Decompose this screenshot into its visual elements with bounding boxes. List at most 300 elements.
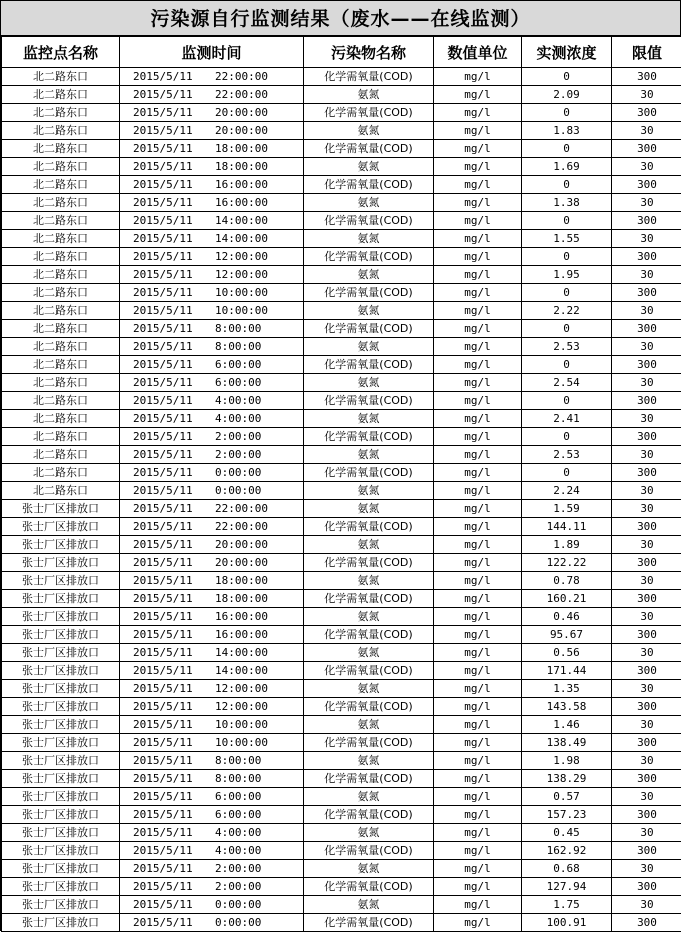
clock-value: 14:00:00 bbox=[215, 646, 268, 659]
clock-value: 20:00:00 bbox=[215, 538, 268, 551]
station-cell: 北二路东口 bbox=[2, 338, 120, 356]
time-cell bbox=[120, 860, 304, 878]
measured-cell: 100.91 bbox=[522, 914, 612, 932]
time-cell bbox=[120, 284, 304, 302]
clock-value: 14:00:00 bbox=[215, 232, 268, 245]
time-cell bbox=[120, 266, 304, 284]
pollutant-cell: 氨氮 bbox=[304, 680, 434, 698]
clock-value: 12:00:00 bbox=[215, 700, 268, 713]
unit-cell: mg/l bbox=[434, 536, 522, 554]
date-value: 2015/5/11 bbox=[133, 752, 215, 769]
measured-cell: 0.78 bbox=[522, 572, 612, 590]
pollutant-cell: 化学需氧量(COD) bbox=[304, 248, 434, 266]
unit-cell: mg/l bbox=[434, 356, 522, 374]
limit-cell: 300 bbox=[612, 104, 681, 122]
pollutant-cell: 化学需氧量(COD) bbox=[304, 734, 434, 752]
station-cell: 张士厂区排放口 bbox=[2, 662, 120, 680]
pollutant-cell: 化学需氧量(COD) bbox=[304, 554, 434, 572]
unit-cell: mg/l bbox=[434, 824, 522, 842]
table-row bbox=[2, 356, 681, 374]
header-station: 监控点名称 bbox=[2, 37, 120, 68]
station-cell: 张士厂区排放口 bbox=[2, 716, 120, 734]
measured-cell: 0 bbox=[522, 284, 612, 302]
date-value: 2015/5/11 bbox=[133, 554, 215, 571]
time-cell bbox=[120, 464, 304, 482]
pollutant-cell: 氨氮 bbox=[304, 896, 434, 914]
time-cell bbox=[120, 590, 304, 608]
table-row bbox=[2, 482, 681, 500]
table-row bbox=[2, 284, 681, 302]
table-row bbox=[2, 500, 681, 518]
measured-cell: 127.94 bbox=[522, 878, 612, 896]
station-cell: 北二路东口 bbox=[2, 104, 120, 122]
pollutant-cell: 化学需氧量(COD) bbox=[304, 806, 434, 824]
station-cell: 张士厂区排放口 bbox=[2, 518, 120, 536]
pollutant-cell: 氨氮 bbox=[304, 122, 434, 140]
measured-cell: 1.55 bbox=[522, 230, 612, 248]
measured-cell: 0.45 bbox=[522, 824, 612, 842]
station-cell: 北二路东口 bbox=[2, 464, 120, 482]
station-cell: 北二路东口 bbox=[2, 284, 120, 302]
time-cell bbox=[120, 410, 304, 428]
station-cell: 北二路东口 bbox=[2, 176, 120, 194]
station-cell: 张士厂区排放口 bbox=[2, 698, 120, 716]
limit-cell: 30 bbox=[612, 644, 681, 662]
station-cell: 北二路东口 bbox=[2, 248, 120, 266]
measured-cell: 0 bbox=[522, 140, 612, 158]
table-row bbox=[2, 752, 681, 770]
time-cell bbox=[120, 68, 304, 86]
limit-cell: 300 bbox=[612, 212, 681, 230]
unit-cell: mg/l bbox=[434, 338, 522, 356]
time-cell bbox=[120, 752, 304, 770]
date-value: 2015/5/11 bbox=[133, 680, 215, 697]
limit-cell: 30 bbox=[612, 446, 681, 464]
limit-cell: 300 bbox=[612, 464, 681, 482]
clock-value: 4:00:00 bbox=[215, 412, 261, 425]
limit-cell: 30 bbox=[612, 302, 681, 320]
limit-cell: 300 bbox=[612, 806, 681, 824]
station-cell: 北二路东口 bbox=[2, 446, 120, 464]
unit-cell: mg/l bbox=[434, 320, 522, 338]
pollutant-cell: 氨氮 bbox=[304, 752, 434, 770]
station-cell: 北二路东口 bbox=[2, 410, 120, 428]
pollutant-cell: 化学需氧量(COD) bbox=[304, 320, 434, 338]
measured-cell: 0.56 bbox=[522, 644, 612, 662]
limit-cell: 300 bbox=[612, 554, 681, 572]
date-value: 2015/5/11 bbox=[133, 86, 215, 103]
date-value: 2015/5/11 bbox=[133, 446, 215, 463]
clock-value: 0:00:00 bbox=[215, 466, 261, 479]
measured-cell: 2.41 bbox=[522, 410, 612, 428]
time-cell bbox=[120, 896, 304, 914]
table-row bbox=[2, 176, 681, 194]
date-value: 2015/5/11 bbox=[133, 212, 215, 229]
pollutant-cell: 氨氮 bbox=[304, 482, 434, 500]
table-row bbox=[2, 428, 681, 446]
clock-value: 8:00:00 bbox=[215, 772, 261, 785]
pollutant-cell: 化学需氧量(COD) bbox=[304, 464, 434, 482]
clock-value: 6:00:00 bbox=[215, 790, 261, 803]
station-cell: 北二路东口 bbox=[2, 158, 120, 176]
measured-cell: 2.09 bbox=[522, 86, 612, 104]
date-value: 2015/5/11 bbox=[133, 842, 215, 859]
table-row bbox=[2, 806, 681, 824]
clock-value: 8:00:00 bbox=[215, 754, 261, 767]
unit-cell: mg/l bbox=[434, 86, 522, 104]
pollutant-cell: 氨氮 bbox=[304, 374, 434, 392]
date-value: 2015/5/11 bbox=[133, 410, 215, 427]
unit-cell: mg/l bbox=[434, 194, 522, 212]
time-cell bbox=[120, 698, 304, 716]
table-row bbox=[2, 572, 681, 590]
pollutant-cell: 化学需氧量(COD) bbox=[304, 878, 434, 896]
unit-cell: mg/l bbox=[434, 698, 522, 716]
clock-value: 18:00:00 bbox=[215, 574, 268, 587]
unit-cell: mg/l bbox=[434, 428, 522, 446]
time-cell bbox=[120, 428, 304, 446]
pollutant-cell: 氨氮 bbox=[304, 266, 434, 284]
date-value: 2015/5/11 bbox=[133, 464, 215, 481]
table-row bbox=[2, 410, 681, 428]
station-cell: 北二路东口 bbox=[2, 356, 120, 374]
pollutant-cell: 氨氮 bbox=[304, 410, 434, 428]
date-value: 2015/5/11 bbox=[133, 266, 215, 283]
measured-cell: 1.98 bbox=[522, 752, 612, 770]
unit-cell: mg/l bbox=[434, 104, 522, 122]
measured-cell: 1.46 bbox=[522, 716, 612, 734]
clock-value: 8:00:00 bbox=[215, 340, 261, 353]
pollutant-cell: 化学需氧量(COD) bbox=[304, 590, 434, 608]
time-cell bbox=[120, 194, 304, 212]
header-pollutant: 污染物名称 bbox=[304, 37, 434, 68]
clock-value: 10:00:00 bbox=[215, 304, 268, 317]
limit-cell: 30 bbox=[612, 374, 681, 392]
table-row bbox=[2, 842, 681, 860]
time-cell bbox=[120, 500, 304, 518]
table-row bbox=[2, 914, 681, 932]
clock-value: 14:00:00 bbox=[215, 214, 268, 227]
clock-value: 2:00:00 bbox=[215, 448, 261, 461]
date-value: 2015/5/11 bbox=[133, 698, 215, 715]
table-row bbox=[2, 860, 681, 878]
time-cell bbox=[120, 734, 304, 752]
monitoring-table bbox=[1, 36, 681, 932]
date-value: 2015/5/11 bbox=[133, 194, 215, 211]
pollutant-cell: 氨氮 bbox=[304, 572, 434, 590]
report-title: 污染源自行监测结果（废水——在线监测） bbox=[1, 0, 681, 36]
limit-cell: 300 bbox=[612, 320, 681, 338]
unit-cell: mg/l bbox=[434, 860, 522, 878]
pollutant-cell: 氨氮 bbox=[304, 824, 434, 842]
clock-value: 16:00:00 bbox=[215, 196, 268, 209]
pollutant-cell: 化学需氧量(COD) bbox=[304, 662, 434, 680]
pollutant-cell: 化学需氧量(COD) bbox=[304, 770, 434, 788]
limit-cell: 300 bbox=[612, 248, 681, 266]
header-unit: 数值单位 bbox=[434, 37, 522, 68]
date-value: 2015/5/11 bbox=[133, 518, 215, 535]
measured-cell: 157.23 bbox=[522, 806, 612, 824]
time-cell bbox=[120, 878, 304, 896]
limit-cell: 300 bbox=[612, 428, 681, 446]
table-row bbox=[2, 680, 681, 698]
time-cell bbox=[120, 374, 304, 392]
date-value: 2015/5/11 bbox=[133, 716, 215, 733]
table-row bbox=[2, 194, 681, 212]
date-value: 2015/5/11 bbox=[133, 608, 215, 625]
table-row bbox=[2, 212, 681, 230]
station-cell: 张士厂区排放口 bbox=[2, 914, 120, 932]
measured-cell: 2.53 bbox=[522, 338, 612, 356]
table-row bbox=[2, 158, 681, 176]
measured-cell: 144.11 bbox=[522, 518, 612, 536]
station-cell: 张士厂区排放口 bbox=[2, 572, 120, 590]
table-row bbox=[2, 374, 681, 392]
date-value: 2015/5/11 bbox=[133, 104, 215, 121]
date-value: 2015/5/11 bbox=[133, 248, 215, 265]
clock-value: 2:00:00 bbox=[215, 430, 261, 443]
time-cell bbox=[120, 770, 304, 788]
unit-cell: mg/l bbox=[434, 500, 522, 518]
clock-value: 22:00:00 bbox=[215, 88, 268, 101]
limit-cell: 30 bbox=[612, 680, 681, 698]
measured-cell: 0.57 bbox=[522, 788, 612, 806]
unit-cell: mg/l bbox=[434, 644, 522, 662]
unit-cell: mg/l bbox=[434, 788, 522, 806]
limit-cell: 30 bbox=[612, 788, 681, 806]
unit-cell: mg/l bbox=[434, 464, 522, 482]
measured-cell: 0 bbox=[522, 320, 612, 338]
measured-cell: 1.89 bbox=[522, 536, 612, 554]
time-cell bbox=[120, 212, 304, 230]
measured-cell: 160.21 bbox=[522, 590, 612, 608]
measured-cell: 0 bbox=[522, 212, 612, 230]
clock-value: 20:00:00 bbox=[215, 106, 268, 119]
station-cell: 张士厂区排放口 bbox=[2, 752, 120, 770]
date-value: 2015/5/11 bbox=[133, 140, 215, 157]
date-value: 2015/5/11 bbox=[133, 662, 215, 679]
limit-cell: 30 bbox=[612, 410, 681, 428]
clock-value: 0:00:00 bbox=[215, 916, 261, 929]
table-row bbox=[2, 122, 681, 140]
limit-cell: 30 bbox=[612, 194, 681, 212]
clock-value: 18:00:00 bbox=[215, 142, 268, 155]
table-row bbox=[2, 716, 681, 734]
table-body bbox=[2, 68, 681, 932]
unit-cell: mg/l bbox=[434, 410, 522, 428]
limit-cell: 30 bbox=[612, 896, 681, 914]
limit-cell: 300 bbox=[612, 626, 681, 644]
clock-value: 2:00:00 bbox=[215, 862, 261, 875]
time-cell bbox=[120, 626, 304, 644]
table-row bbox=[2, 608, 681, 626]
date-value: 2015/5/11 bbox=[133, 320, 215, 337]
clock-value: 16:00:00 bbox=[215, 178, 268, 191]
pollutant-cell: 化学需氧量(COD) bbox=[304, 392, 434, 410]
station-cell: 张士厂区排放口 bbox=[2, 788, 120, 806]
unit-cell: mg/l bbox=[434, 842, 522, 860]
measured-cell: 2.53 bbox=[522, 446, 612, 464]
unit-cell: mg/l bbox=[434, 446, 522, 464]
pollutant-cell: 化学需氧量(COD) bbox=[304, 626, 434, 644]
unit-cell: mg/l bbox=[434, 122, 522, 140]
limit-cell: 30 bbox=[612, 158, 681, 176]
measured-cell: 0 bbox=[522, 104, 612, 122]
station-cell: 北二路东口 bbox=[2, 122, 120, 140]
measured-cell: 1.69 bbox=[522, 158, 612, 176]
clock-value: 10:00:00 bbox=[215, 736, 268, 749]
time-cell bbox=[120, 392, 304, 410]
time-cell bbox=[120, 716, 304, 734]
limit-cell: 30 bbox=[612, 716, 681, 734]
pollutant-cell: 氨氮 bbox=[304, 230, 434, 248]
date-value: 2015/5/11 bbox=[133, 482, 215, 499]
limit-cell: 300 bbox=[612, 392, 681, 410]
date-value: 2015/5/11 bbox=[133, 158, 215, 175]
time-cell bbox=[120, 806, 304, 824]
limit-cell: 300 bbox=[612, 590, 681, 608]
limit-cell: 300 bbox=[612, 734, 681, 752]
date-value: 2015/5/11 bbox=[133, 878, 215, 895]
header-measured: 实测浓度 bbox=[522, 37, 612, 68]
station-cell: 张士厂区排放口 bbox=[2, 644, 120, 662]
date-value: 2015/5/11 bbox=[133, 374, 215, 391]
clock-value: 16:00:00 bbox=[215, 628, 268, 641]
limit-cell: 30 bbox=[612, 536, 681, 554]
station-cell: 张士厂区排放口 bbox=[2, 878, 120, 896]
unit-cell: mg/l bbox=[434, 266, 522, 284]
table-row bbox=[2, 86, 681, 104]
measured-cell: 2.22 bbox=[522, 302, 612, 320]
clock-value: 4:00:00 bbox=[215, 394, 261, 407]
time-cell bbox=[120, 320, 304, 338]
limit-cell: 30 bbox=[612, 572, 681, 590]
pollutant-cell: 化学需氧量(COD) bbox=[304, 212, 434, 230]
time-cell bbox=[120, 536, 304, 554]
pollutant-cell: 氨氮 bbox=[304, 860, 434, 878]
date-value: 2015/5/11 bbox=[133, 356, 215, 373]
limit-cell: 30 bbox=[612, 230, 681, 248]
date-value: 2015/5/11 bbox=[133, 644, 215, 661]
clock-value: 20:00:00 bbox=[215, 556, 268, 569]
measured-cell: 1.95 bbox=[522, 266, 612, 284]
pollutant-cell: 氨氮 bbox=[304, 86, 434, 104]
table-row bbox=[2, 104, 681, 122]
limit-cell: 300 bbox=[612, 356, 681, 374]
station-cell: 张士厂区排放口 bbox=[2, 842, 120, 860]
unit-cell: mg/l bbox=[434, 878, 522, 896]
clock-value: 22:00:00 bbox=[215, 502, 268, 515]
station-cell: 北二路东口 bbox=[2, 302, 120, 320]
clock-value: 4:00:00 bbox=[215, 844, 261, 857]
pollutant-cell: 化学需氧量(COD) bbox=[304, 428, 434, 446]
clock-value: 16:00:00 bbox=[215, 610, 268, 623]
measured-cell: 0 bbox=[522, 428, 612, 446]
station-cell: 张士厂区排放口 bbox=[2, 734, 120, 752]
time-cell bbox=[120, 482, 304, 500]
measured-cell: 1.38 bbox=[522, 194, 612, 212]
limit-cell: 300 bbox=[612, 176, 681, 194]
limit-cell: 300 bbox=[612, 878, 681, 896]
clock-value: 10:00:00 bbox=[215, 286, 268, 299]
unit-cell: mg/l bbox=[434, 554, 522, 572]
time-cell bbox=[120, 140, 304, 158]
unit-cell: mg/l bbox=[434, 572, 522, 590]
table-row bbox=[2, 878, 681, 896]
measured-cell: 0.46 bbox=[522, 608, 612, 626]
unit-cell: mg/l bbox=[434, 806, 522, 824]
date-value: 2015/5/11 bbox=[133, 914, 215, 931]
table-row bbox=[2, 338, 681, 356]
table-row bbox=[2, 302, 681, 320]
time-cell bbox=[120, 86, 304, 104]
unit-cell: mg/l bbox=[434, 518, 522, 536]
limit-cell: 300 bbox=[612, 68, 681, 86]
pollutant-cell: 氨氮 bbox=[304, 302, 434, 320]
station-cell: 北二路东口 bbox=[2, 482, 120, 500]
station-cell: 张士厂区排放口 bbox=[2, 536, 120, 554]
time-cell bbox=[120, 788, 304, 806]
limit-cell: 300 bbox=[612, 770, 681, 788]
clock-value: 2:00:00 bbox=[215, 880, 261, 893]
measured-cell: 1.35 bbox=[522, 680, 612, 698]
pollutant-cell: 化学需氧量(COD) bbox=[304, 68, 434, 86]
station-cell: 北二路东口 bbox=[2, 194, 120, 212]
date-value: 2015/5/11 bbox=[133, 788, 215, 805]
measured-cell: 1.59 bbox=[522, 500, 612, 518]
clock-value: 12:00:00 bbox=[215, 250, 268, 263]
limit-cell: 300 bbox=[612, 662, 681, 680]
unit-cell: mg/l bbox=[434, 302, 522, 320]
time-cell bbox=[120, 554, 304, 572]
pollutant-cell: 化学需氧量(COD) bbox=[304, 914, 434, 932]
limit-cell: 300 bbox=[612, 518, 681, 536]
station-cell: 北二路东口 bbox=[2, 68, 120, 86]
limit-cell: 30 bbox=[612, 824, 681, 842]
station-cell: 北二路东口 bbox=[2, 140, 120, 158]
limit-cell: 30 bbox=[612, 752, 681, 770]
unit-cell: mg/l bbox=[434, 230, 522, 248]
measured-cell: 0 bbox=[522, 248, 612, 266]
limit-cell: 30 bbox=[612, 608, 681, 626]
table-row bbox=[2, 446, 681, 464]
date-value: 2015/5/11 bbox=[133, 284, 215, 301]
time-cell bbox=[120, 842, 304, 860]
time-cell bbox=[120, 608, 304, 626]
date-value: 2015/5/11 bbox=[133, 230, 215, 247]
unit-cell: mg/l bbox=[434, 392, 522, 410]
station-cell: 北二路东口 bbox=[2, 266, 120, 284]
time-cell bbox=[120, 914, 304, 932]
unit-cell: mg/l bbox=[434, 680, 522, 698]
measured-cell: 0.68 bbox=[522, 860, 612, 878]
table-row bbox=[2, 590, 681, 608]
unit-cell: mg/l bbox=[434, 140, 522, 158]
pollutant-cell: 氨氮 bbox=[304, 788, 434, 806]
date-value: 2015/5/11 bbox=[133, 338, 215, 355]
date-value: 2015/5/11 bbox=[133, 176, 215, 193]
pollutant-cell: 氨氮 bbox=[304, 500, 434, 518]
date-value: 2015/5/11 bbox=[133, 500, 215, 517]
unit-cell: mg/l bbox=[434, 374, 522, 392]
time-cell bbox=[120, 338, 304, 356]
pollutant-cell: 化学需氧量(COD) bbox=[304, 104, 434, 122]
time-cell bbox=[120, 302, 304, 320]
clock-value: 6:00:00 bbox=[215, 358, 261, 371]
clock-value: 18:00:00 bbox=[215, 160, 268, 173]
clock-value: 0:00:00 bbox=[215, 898, 261, 911]
unit-cell: mg/l bbox=[434, 176, 522, 194]
